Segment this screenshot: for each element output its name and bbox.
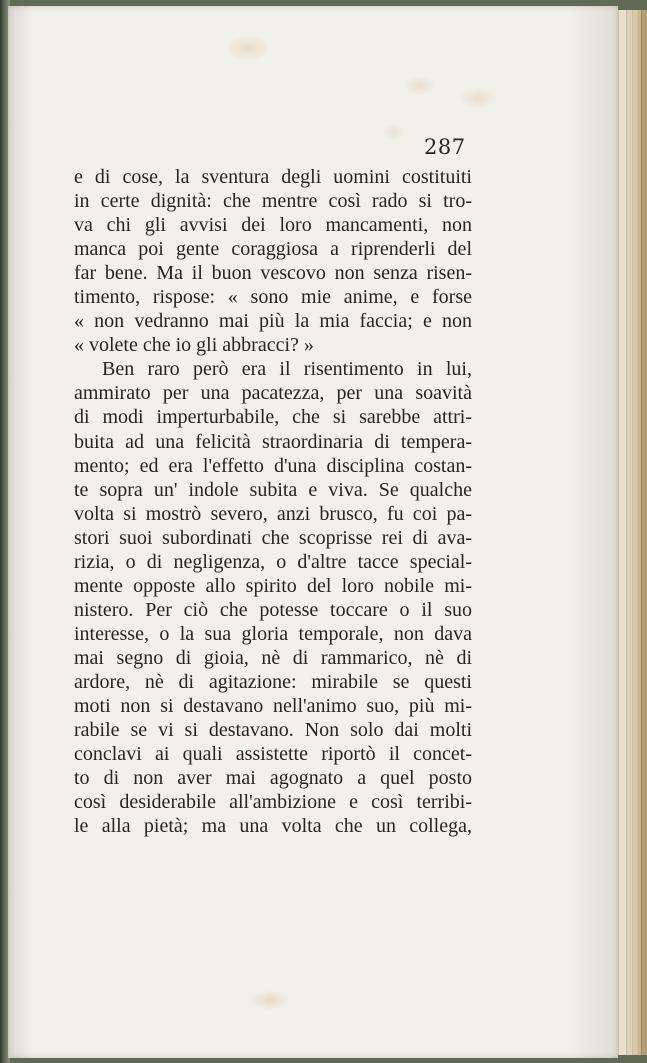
text-line: e di cose, la sventura degli uomini costituiti — [74, 166, 472, 188]
text-line: « non vedranno mai più la mia faccia; e non — [74, 310, 472, 333]
text-line: conclavi ai quali assistette riportò il concet- — [74, 743, 472, 766]
text-line: buita ad una felicità straordinaria di tempera- — [74, 430, 472, 453]
text-line: va chi gli avvisi dei loro mancamenti, non — [74, 214, 472, 237]
text-line: stori suoi subordinati che scoprisse rei di ava- — [74, 526, 472, 549]
body-text — [74, 165, 472, 838]
text-line: volta si mostrò severo, anzi brusco, fu coi pa- — [74, 502, 472, 525]
text-line: rizia, o di negligenza, o d'altre tacce special- — [74, 550, 472, 573]
text-line: mento; ed era l'effetto d'una disciplina costan- — [74, 454, 472, 477]
text-line: rabile se vi si destavano. Non solo dai molti — [74, 719, 472, 742]
text-line: le alla pietà; ma una volta che un collega, — [74, 815, 472, 838]
text-line: Ben raro però era il risentimento in lui, — [102, 358, 472, 381]
text-line: mente opposte allo spirito del loro nobile mi- — [74, 574, 472, 597]
page-edge — [641, 10, 647, 1055]
text-line: te sopra un' indole subita e viva. Se qualche — [74, 478, 472, 501]
text-line: ammirato per una pacatezza, per una soavità — [74, 382, 472, 405]
text-line: moti non si destavano nell'animo suo, più mi- — [74, 695, 472, 718]
text-line: interesse, o la sua gloria temporale, non dava — [74, 622, 472, 645]
text-line: così desiderabile all'ambizione e così terribi- — [74, 791, 472, 814]
text-line: mai segno di gioia, nè di rammarico, nè di — [74, 646, 472, 669]
text-line: di modi imperturbabile, che si sarebbe attri- — [74, 406, 472, 429]
text-line: nistero. Per ciò che potesse toccare o il suo — [74, 598, 472, 621]
text-line: « volete che io gli abbracci? » — [74, 334, 314, 357]
text-line: timento, rispose: « sono mie anime, e forse — [74, 286, 472, 309]
text-line: manca poi gente coraggiosa a riprenderli del — [74, 238, 472, 261]
text-line: ardore, nè di agitazione: mirabile se questi — [74, 670, 472, 693]
text-line: in certe dignità: che mentre così rado si tro- — [74, 190, 472, 213]
page-number: 287 — [424, 135, 466, 159]
text-line: to di non aver mai agognato a quel posto — [74, 767, 472, 790]
text-line: far bene. Ma il buon vescovo non senza risen- — [74, 262, 472, 285]
